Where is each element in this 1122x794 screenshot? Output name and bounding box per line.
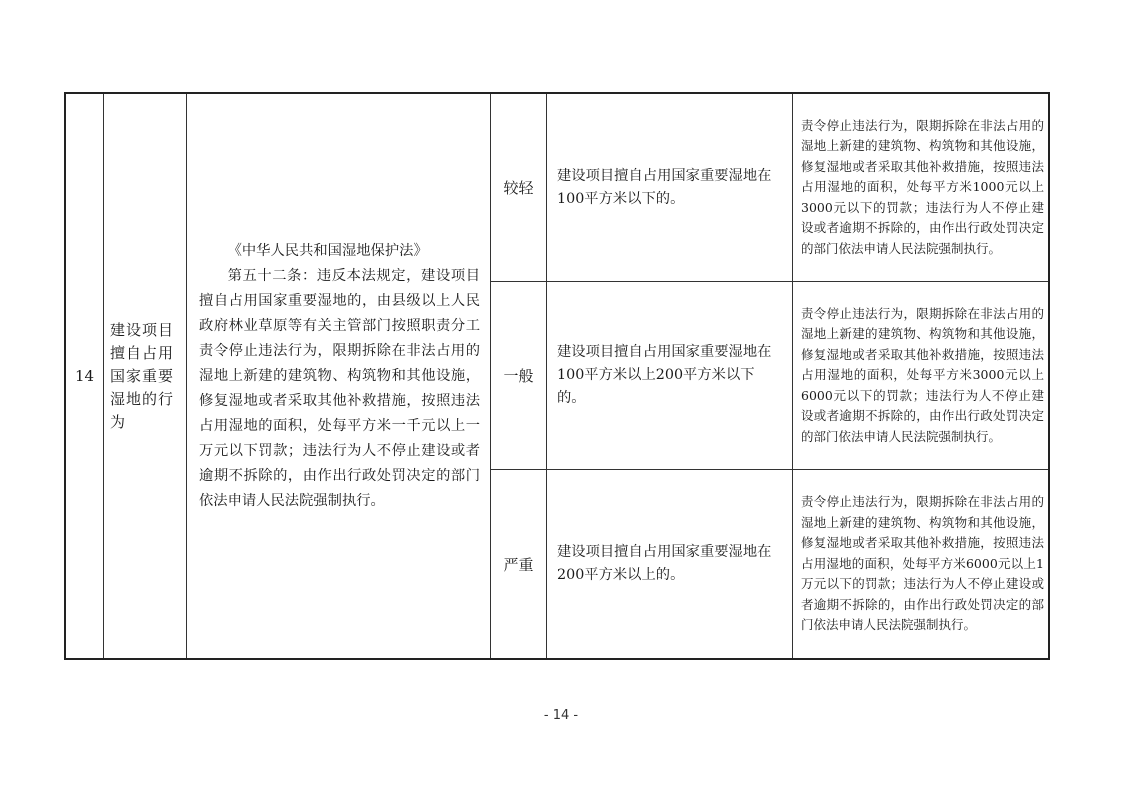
law-title: 《中华人民共和国湿地保护法》 [227,242,428,259]
circumstance-text: 建设项目擅自占用国家重要湿地在200平方米以上的。 [557,544,772,583]
level-minor: 较轻 [503,179,534,197]
standard-text: 责令停止违法行为，限期拆除在非法占用的湿地上新建的建筑物、构筑物和其他设施，修复湿地或者采取其他补救措施，按照违法占用湿地的面积，处每平方米1000元以上3000元以下的罚款；违法行为人不停止建设或者逾期不拆除的，由作出行政处罚决定的部门依法申请人民法院强制执行。 [801,117,1044,256]
circumstance-text: 建设项目擅自占用国家重要湿地在100平方米以下的。 [557,167,772,207]
standard-general [793,282,1050,469]
standard-text: 责令停止违法行为，限期拆除在非法占用的湿地上新建的建筑物、构筑物和其他设施，修复湿地或者采取其他补救措施，按照违法占用湿地的面积，处每平方米3000元以上6000元以下的罚款；违法行为人不停止建设或者逾期不拆除的，由作出行政处罚决定的部门依法申请人民法院强制执行。 [801,305,1044,444]
standard-serious [793,470,1050,658]
circumstance-general [547,282,791,469]
level-general: 一般 [503,367,534,385]
law-article: 第五十二条：违反本法规定，建设项目擅自占用国家重要湿地的，由县级以上人民政府林业草原等有关主管部门按照职责分工责令停止违法行为，限期拆除在非法占用的湿地上新建的建筑物、构筑物和其他设施，修复湿地或者采取其他补救措施，按照违法占用湿地的面积，处每平方米一千元以上一万元以下罚款；违法行为人不停止建设或者逾期不拆除的，由作出行政处罚决定的部门依法申请人民法院强制执行。 [199,267,480,509]
standard-text: 责令停止违法行为，限期拆除在非法占用的湿地上新建的建筑物、构筑物和其他设施，修复湿地或者采取其他补救措施，按照违法占用湿地的面积，处每平方米6000元以上1万元以下的罚款；违法行为人不停止建设或者逾期不拆除的，由作出行政处罚决定的部门依法申请人民法院强制执行。 [801,494,1044,633]
level-serious: 严重 [503,555,534,574]
penalty-table [64,92,1050,660]
circumstance-serious [547,470,791,658]
violation-behavior [104,94,186,658]
violation-behavior-text: 建设项目擅自占用国家重要湿地的行为 [110,320,175,431]
item-number: 14 [74,367,95,385]
circumstance-minor [547,94,791,281]
legal-basis [187,94,490,658]
standard-minor [793,94,1050,281]
circumstance-text: 建设项目擅自占用国家重要湿地在100平方米以上200平方米以下的。 [557,344,772,406]
page-number: - 14 - [543,708,579,723]
